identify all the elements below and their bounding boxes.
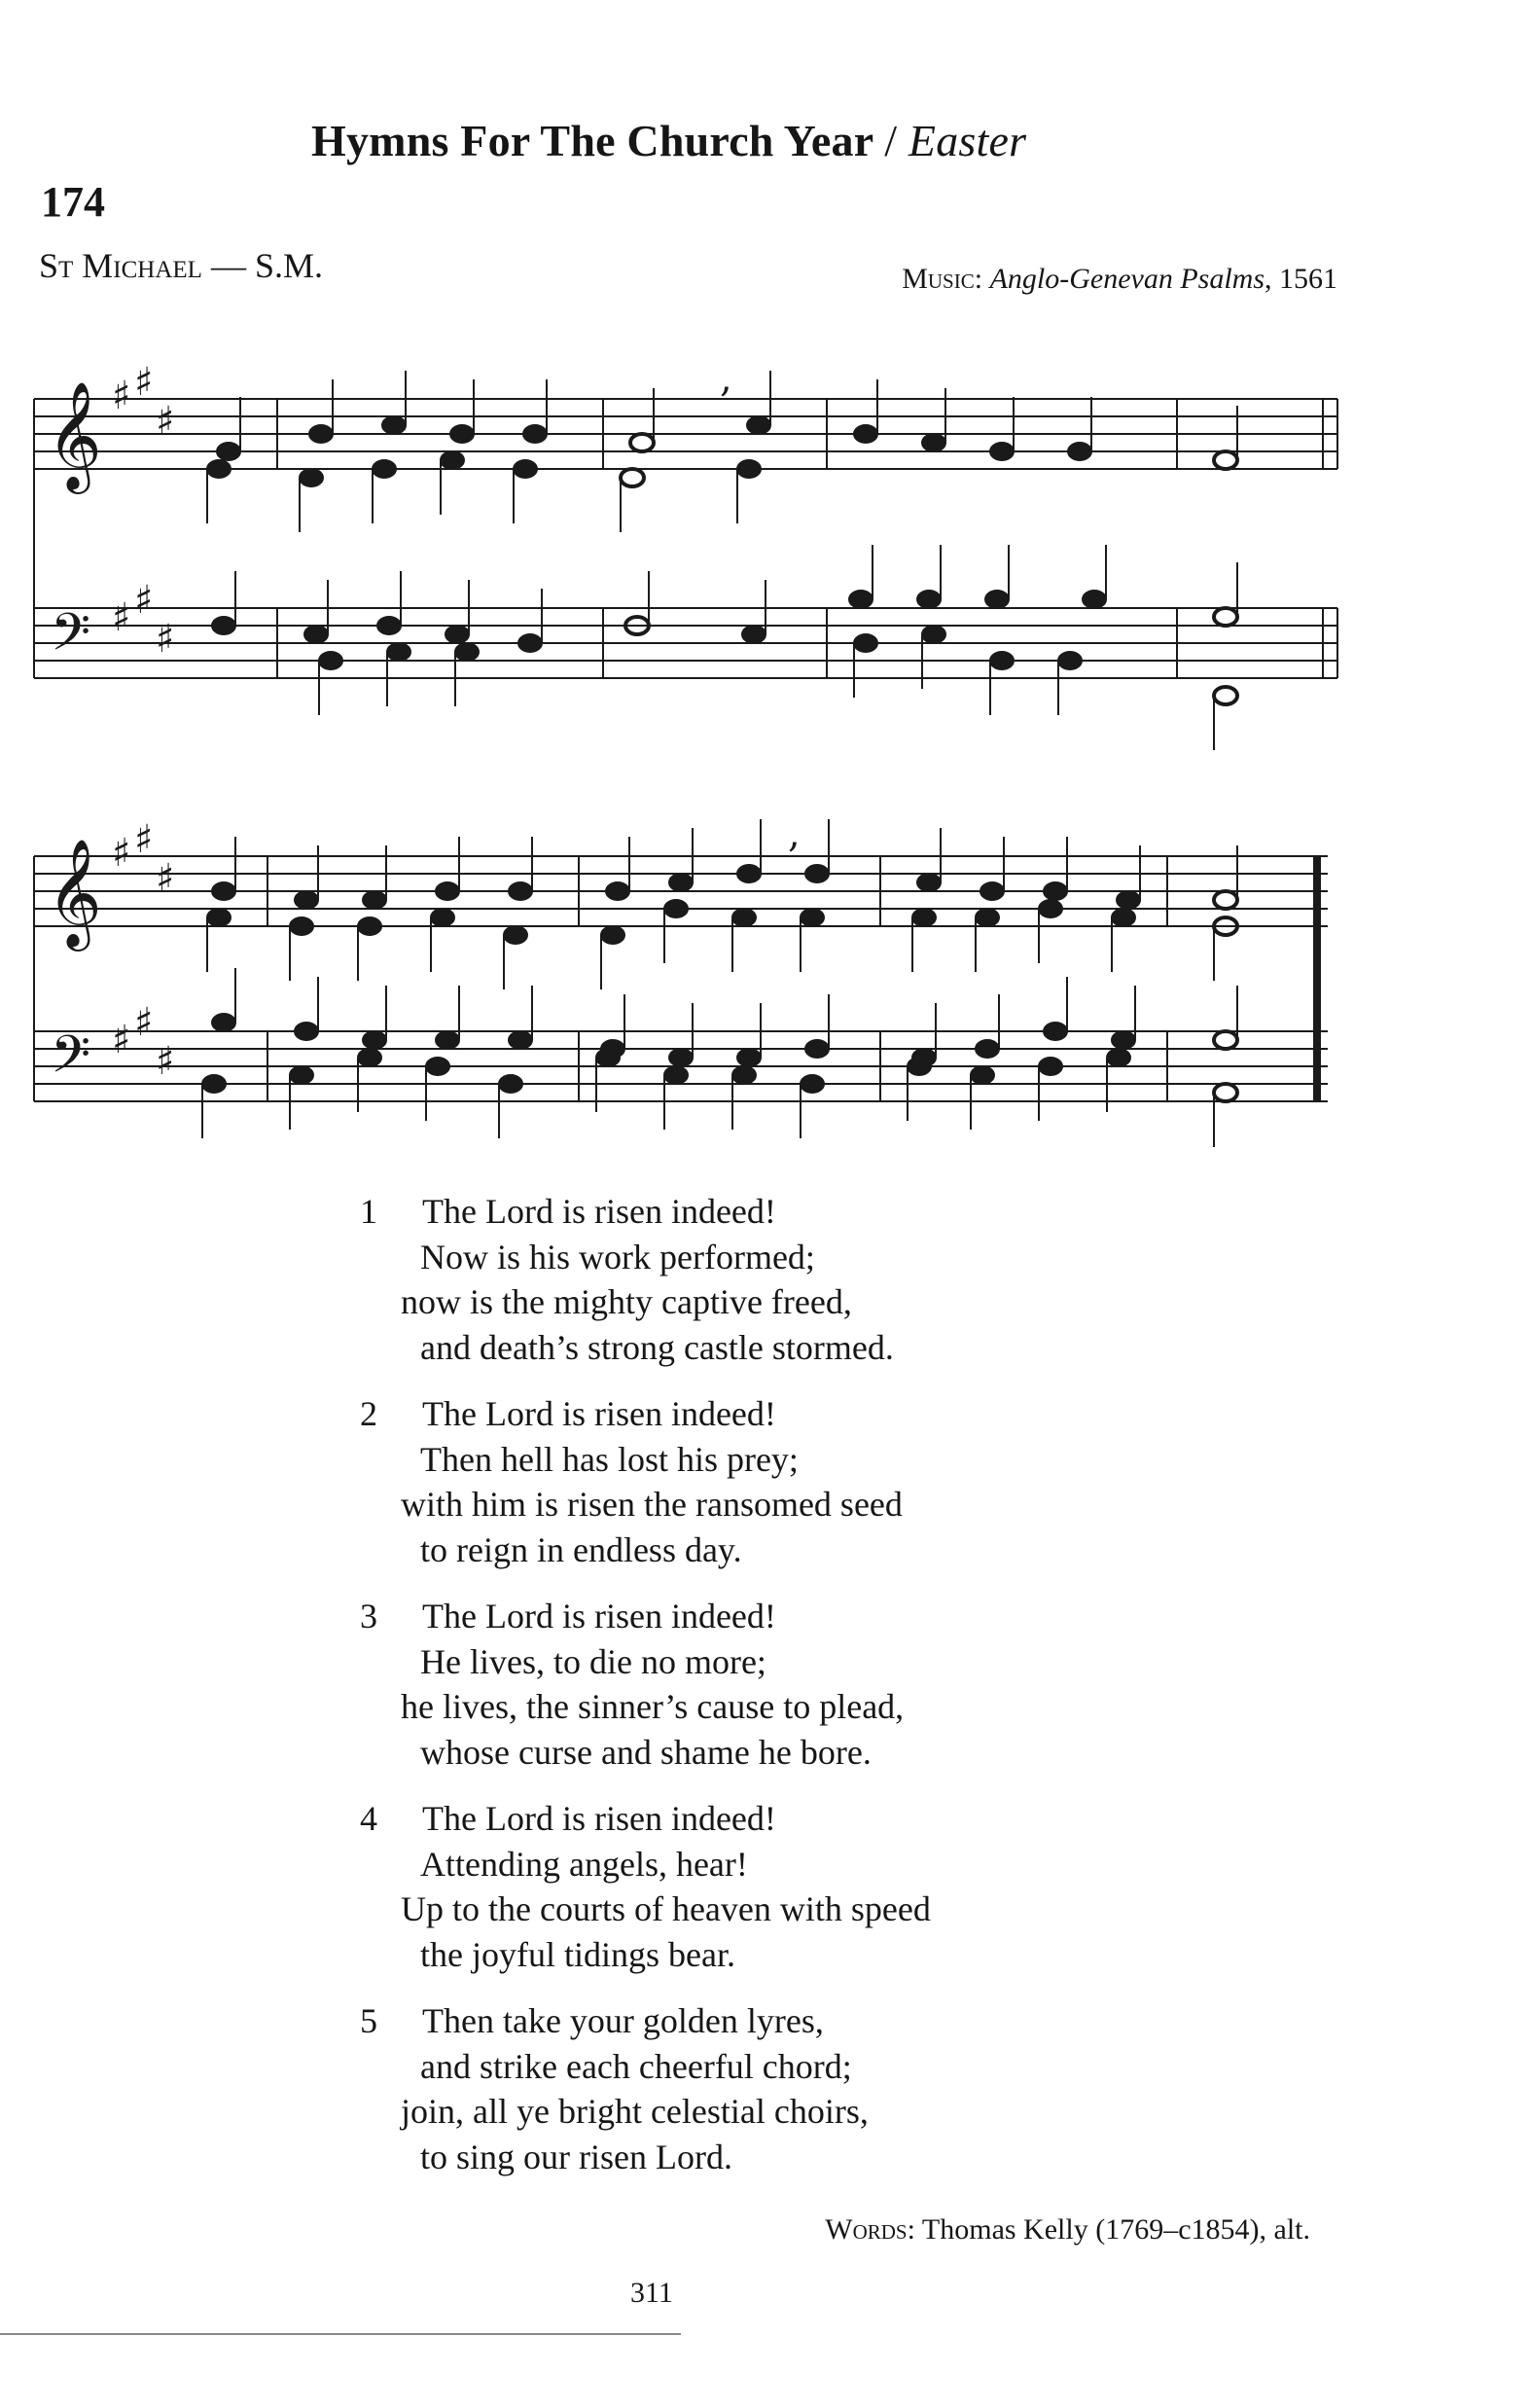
verse-line: Up to the courts of heaven with speed <box>401 1889 931 1928</box>
verse-line: Now is his work performed; <box>420 1237 815 1276</box>
system-2-notes <box>202 819 1237 1147</box>
breath-mark-2: , <box>788 811 801 856</box>
svg-text:♯: ♯ <box>134 360 154 405</box>
running-head <box>311 115 1026 166</box>
verse-3 <box>360 1594 1099 1775</box>
verse-number: 3 <box>360 1597 377 1635</box>
music-label: Music: <box>902 263 983 295</box>
tune-name: St Michael <box>39 246 202 285</box>
system-1-barlines <box>277 399 1337 678</box>
music-year: , 1561 <box>1265 263 1337 295</box>
bass-clef-1: 𝄢 <box>51 603 91 675</box>
verse-line: The Lord is risen indeed! <box>422 1597 776 1635</box>
svg-text:♯: ♯ <box>156 1039 175 1084</box>
music-score <box>19 350 1342 1158</box>
system-1-notes <box>207 371 1237 750</box>
svg-text:♯: ♯ <box>134 817 154 862</box>
bass-clef-2: 𝄢 <box>51 1025 91 1097</box>
svg-text:♯: ♯ <box>156 856 175 901</box>
verse-2 <box>360 1391 1099 1572</box>
verse-line: with him is risen the ransomed seed <box>401 1485 903 1524</box>
words-label: Words: <box>825 2213 915 2246</box>
svg-text:♯: ♯ <box>112 1018 131 1062</box>
verse-line: Attending angels, hear! <box>420 1844 748 1884</box>
svg-text:♯: ♯ <box>156 617 175 662</box>
page-number: 311 <box>630 2277 673 2309</box>
verse-number: 1 <box>360 1192 377 1231</box>
system-2-barlines <box>267 856 1167 1101</box>
svg-text:♯: ♯ <box>156 399 175 444</box>
verses <box>360 1189 1099 2201</box>
tune-meter: S.M. <box>254 246 323 285</box>
book-title: Hymns For The Church Year <box>311 116 873 165</box>
verse-line: and strike each cheerful chord; <box>420 2046 852 2086</box>
treble-clef-1: 𝄞 <box>47 380 102 489</box>
svg-text:♯: ♯ <box>134 1000 154 1045</box>
verse-line: the joyful tidings bear. <box>420 1934 735 1974</box>
verse-line: to reign in endless day. <box>420 1529 742 1569</box>
svg-text:♯: ♯ <box>134 578 154 623</box>
hymn-number: 174 <box>41 178 105 226</box>
verse-line: he lives, the sinner’s cause to plead, <box>401 1687 905 1726</box>
title-separator: / <box>884 116 898 165</box>
breath-mark-1: , <box>720 356 732 401</box>
season-name: Easter <box>908 116 1027 165</box>
verse-number: 4 <box>360 1799 377 1838</box>
tune-heading <box>39 245 323 286</box>
music-source: Anglo-Genevan Psalms <box>989 263 1265 295</box>
verse-line: The Lord is risen indeed! <box>422 1799 776 1838</box>
verse-4 <box>360 1796 1099 1977</box>
words-credit <box>825 2213 1310 2246</box>
verse-1 <box>360 1189 1099 1370</box>
svg-text:♯: ♯ <box>112 595 131 640</box>
verse-line: The Lord is risen indeed! <box>422 1394 776 1433</box>
words-author: Thomas Kelly (1769–c1854), alt. <box>921 2213 1310 2246</box>
verse-line: and death’s strong castle stormed. <box>420 1327 894 1367</box>
verse-line: He lives, to die no more; <box>420 1641 766 1681</box>
verse-line: The Lord is risen indeed! <box>422 1192 776 1231</box>
verse-line: Then hell has lost his prey; <box>420 1439 799 1479</box>
verse-line: now is the mighty captive freed, <box>401 1282 852 1321</box>
footer-rule <box>0 2333 681 2335</box>
verse-line: join, all ye bright celestial choirs, <box>401 2092 869 2131</box>
verse-line: to sing our risen Lord. <box>420 2137 732 2176</box>
treble-clef-2: 𝄞 <box>47 838 102 947</box>
verse-number: 2 <box>360 1394 377 1433</box>
verse-number: 5 <box>360 2001 377 2040</box>
verse-line: Then take your golden lyres, <box>422 2001 824 2040</box>
svg-text:♯: ♯ <box>112 831 131 876</box>
tune-meter-separator: — <box>210 246 246 285</box>
verse-line: whose curse and shame he bore. <box>420 1732 872 1772</box>
svg-text:♯: ♯ <box>112 374 131 418</box>
music-credit <box>902 263 1337 296</box>
verse-5 <box>360 1998 1099 2179</box>
